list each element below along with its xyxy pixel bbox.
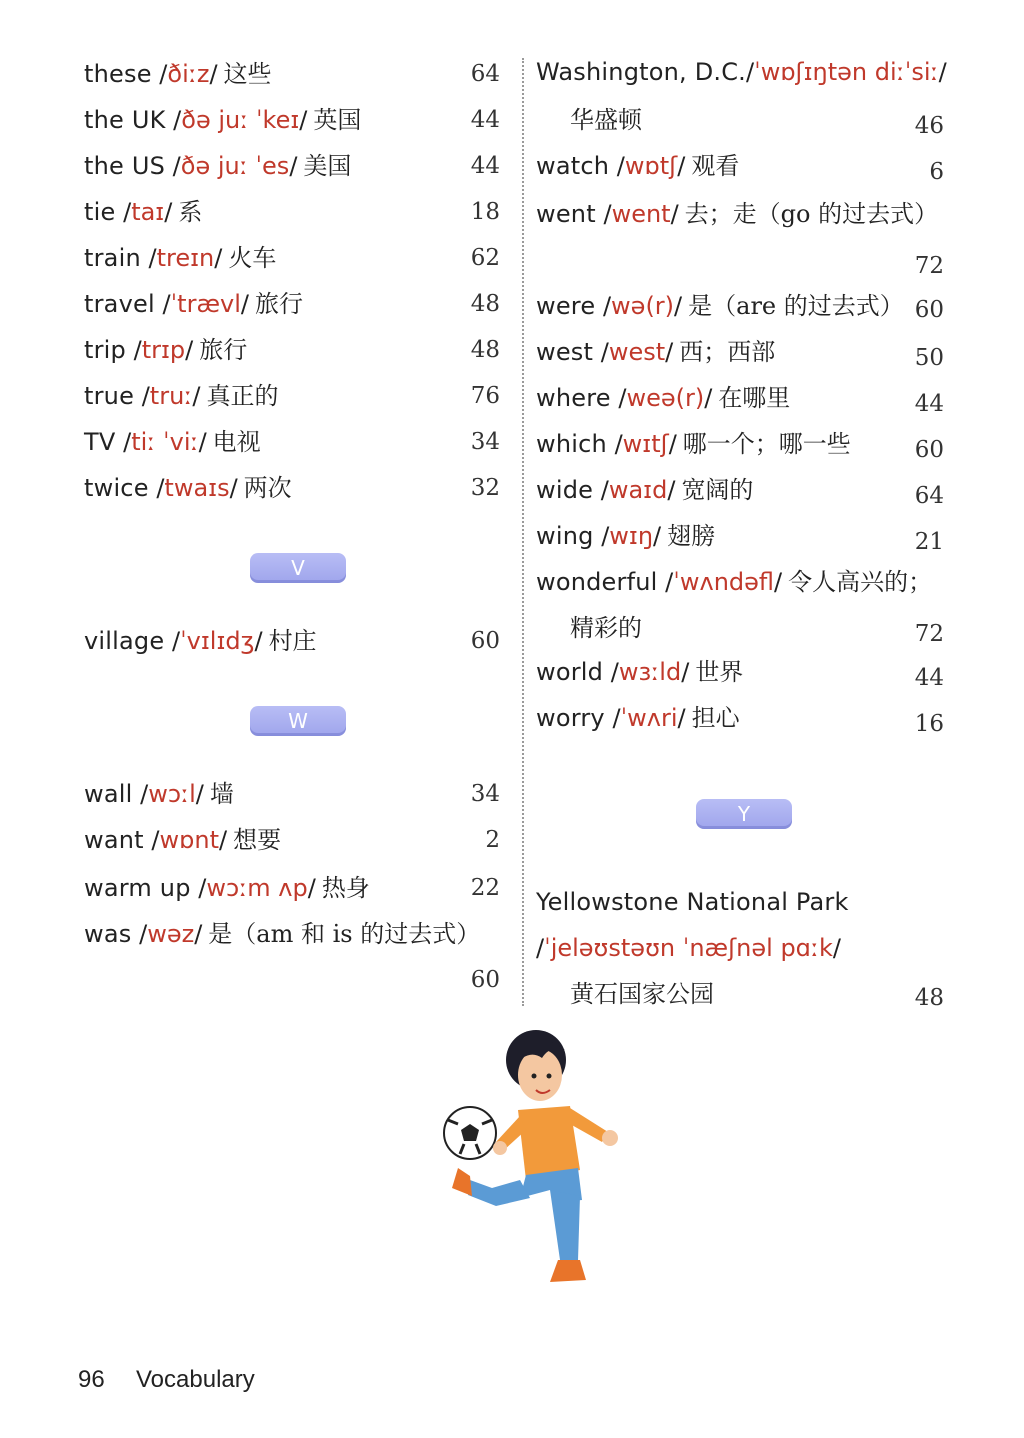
entry-went-page: 72: [914, 253, 944, 279]
entry-wall: wall /wɔːl/ 墙 34: [84, 780, 500, 808]
entry-which: which /wɪtʃ/ 哪一个；哪一些 60: [536, 430, 944, 463]
section-badge-v: V: [250, 553, 346, 583]
section-badge-w: W: [250, 706, 346, 736]
entry-west: west /west/ 西；西部 50: [536, 338, 944, 371]
soccer-ball-icon: [444, 1107, 496, 1159]
entry-village: village /ˈvɪlɪdʒ/ 村庄 60: [84, 627, 500, 655]
entry-worry: worry /ˈwʌri/ 担心 16: [536, 704, 944, 737]
boy-playing-football-illustration: [430, 1020, 650, 1300]
entry-watch: watch /wɒtʃ/ 观看 6: [536, 152, 944, 185]
entry-the-uk: the UK /ðə juː ˈkeɪ/ 英国 44: [84, 106, 500, 134]
entry-yellowstone-ipa: /ˈjeləʊstəʊn ˈnæʃnəl pɑːk/: [536, 934, 841, 962]
entry-warm-up: warm up /wɔːm ʌp/ 热身 22: [84, 874, 500, 902]
entry-true: true /truː/ 真正的 76: [84, 382, 500, 410]
entry-travel: travel /ˈtrævl/ 旅行 48: [84, 290, 500, 318]
entry-train: train /treɪn/ 火车 62: [84, 244, 500, 272]
entry-twice: twice /twaɪs/ 两次 32: [84, 474, 500, 502]
entry-trip: trip /trɪp/ 旅行 48: [84, 336, 500, 364]
footer-label: Vocabulary: [136, 1366, 255, 1393]
entry-wonderful: wonderful /ˈwʌndəfl/ 令人高兴的；: [536, 568, 933, 596]
entry-tie: tie /taɪ/ 系 18: [84, 198, 500, 226]
entry-were: were /wə(r)/ 是（are 的过去式） 60: [536, 292, 944, 323]
entry-wonderful-cont: 精彩的 72: [570, 614, 944, 647]
entry-yellowstone-cont: 黄石国家公园 48: [570, 980, 944, 1011]
section-badge-y: Y: [696, 799, 792, 829]
entry-world: world /wɜːld/ 世界 44: [536, 658, 944, 691]
entry-where: where /weə(r)/ 在哪里 44: [536, 384, 944, 417]
entry-the-us: the US /ðə juː ˈes/ 美国 44: [84, 152, 500, 180]
entry-went: went /went/ 去；走（go 的过去式）: [536, 200, 939, 228]
entry-yellowstone: Yellowstone National Park: [536, 888, 849, 916]
entry-washington-cont: 华盛顿 46: [570, 106, 944, 139]
page-number: 96: [78, 1366, 105, 1393]
entry-tv: TV /tiː ˈviː/ 电视 34: [84, 428, 500, 456]
entry-wide: wide /waɪd/ 宽阔的 64: [536, 476, 944, 509]
entry-these: these /ðiːz/ 这些 64: [84, 60, 500, 88]
entry-want: want /wɒnt/ 想要 2: [84, 826, 500, 854]
entry-wing: wing /wɪŋ/ 翅膀 21: [536, 522, 944, 555]
entry-was-page: 60: [470, 967, 500, 993]
column-divider: [522, 58, 524, 1006]
entry-was: was /wəz/ 是（am 和 is 的过去式）: [84, 920, 481, 948]
entry-washington: Washington, D.C./ˈwɒʃɪŋtən diːˈsiː/: [536, 58, 947, 86]
